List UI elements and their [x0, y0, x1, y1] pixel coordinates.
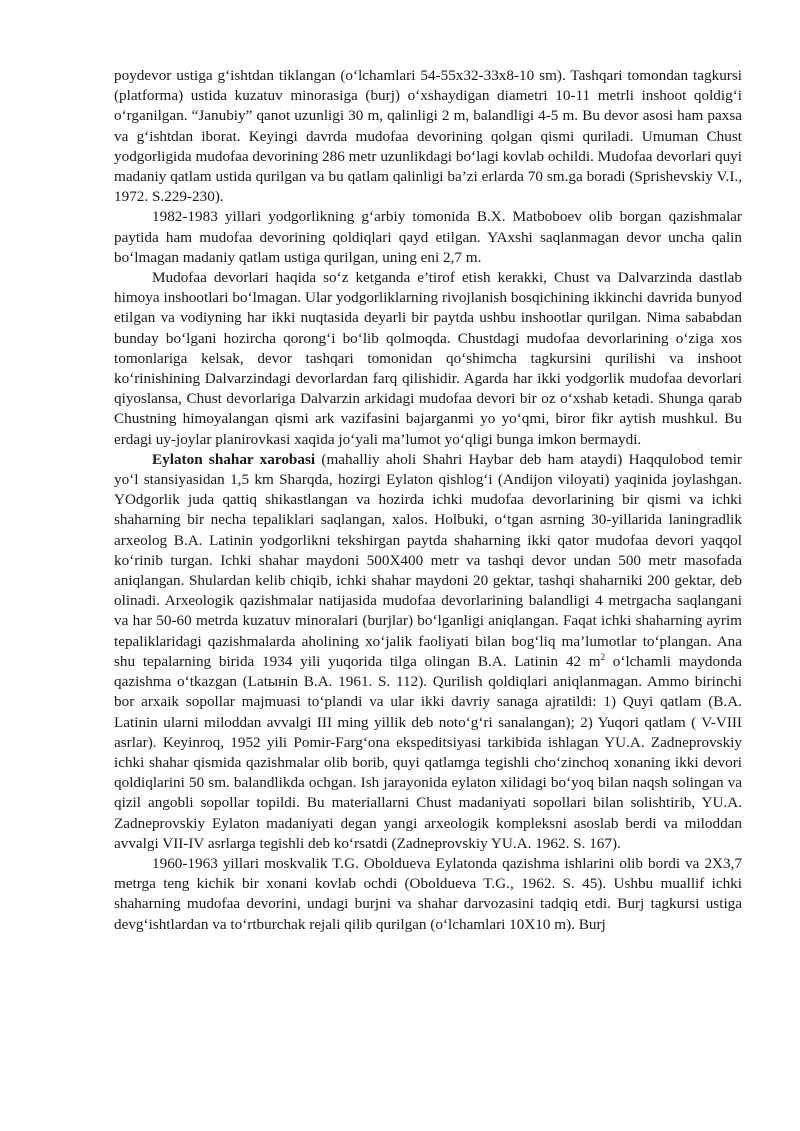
paragraph-3-text: Mudofaa devorlari haqida so‘z ketganda e’tirof etish kerakki, Chust va Dalvarzinda dastlab himoya inshootlari bo‘lmagan. Ular yodgorliklarning rivojlanish bosqichining ikkinchi davrida bunyod etilgan va vodiyning har ikki nuqtasida deyarli bir paytda ushbu inshootlar qurilgan. Nima sababdan bunday bo‘lgani hozircha qorong‘i bo‘lib qolmoqda. Chustdagi mudofaa devorlarining o‘ziga xos tomonlariga kelsak, devor tashqari tomonidan qo‘shimcha tagkursini qurilishi va inshoot ko‘rinishining Dalvarzindagi devorlardan farq qilishidir. Agarda har ikki yodgorlik mudofaa devorlari qiyoslansa, Chust devorlariga Dalvarzin arkidagi mudofaa devori bir oz o‘xshab ketadi. Shunga qarab Chustning himoyalangan qismi ark vazifasini bajarganmi yo yo‘qmi, biror fikr aytish mushkul. Bu erdagi uy-joylar planirovkasi xaqida jo‘yali ma’lumot yo‘qligi bunga imkon bermaydi. [114, 269, 742, 448]
paragraph-1-text: poydevor ustiga g‘ishtdan tiklangan (o‘lchamlari 54-55x32-33x8-10 sm). Tashqari tomondan tagkursi (platforma) ustida kuzatuv minorasiga (burj) o‘xshaydigan diametri 10-11 metrli inshoot qoldig‘i o‘rganilgan. “Janubiy” qanot uzunligi 30 m, qalinligi 2 m, balandligi 4-5 m. Bu devor asosi ham paxsa va g‘ishtdan iborat. Keyingi davrda mudofaa devorining qolgan qismi quriladi. Umuman Chust yodgorligida mudofaa devorining 286 metr uzunlikdagi bo‘lagi kovlab ochildi. Mudofaa devorlari quyi madaniy qatlam ustida qurilgan va bu qatlam qalinligi ba’zi erlarda 70 sm.ga boradi (Sprishevskiy V.I., 1972. S.229-230). [114, 67, 742, 206]
paragraph-1 [114, 66, 742, 207]
superscript-unit: 2 [600, 651, 606, 662]
paragraph-4 [114, 450, 742, 854]
paragraph-4-text: (mahalliy aholi Shahri Haybar deb ham ataydi) Haqqulobod temir yo‘l stansiyasidan 1,5 km Sharqda, hozirgi Eylaton qishlog‘i (Andijon viloyati) yaqinida joylashgan. YOdgorlik juda qattiq shikastlangan va hozirda ichki mudofaa devorlarining bir qismi va ichki shaharning bir necha tepaliklari saqlangan, xalos. Holbuki, o‘tgan asrning 30-yillarida laningradlik arxeolog B.A. Latinin yodgorlikni tekshirgan paytda shaharning ikki qator mudofaa devori yaqqol ko‘rinib turgan. Ichki shahar maydoni 500X400 metr va tashqi devor undan 500 metr masofada aniqlangan. Shulardan kelib chiqib, ichki shahar maydoni 20 gektar, tashqi shaharniki 200 gektar, deb olinadi. Arxeologik qazishmalar natijasida mudofaa devorlarining balandligi 4 metrgacha saqlangani va har 50-60 metrda kuzatuv minoralari (burjlar) bo‘lganligi aniqlangan. Faqat ichki shaharning ayrim tepaliklaridagi qazishmalarda aholining xo‘jalik faoliyati bilan bog‘liq ma’lumotlar to‘plangan. Ana shu tepalarning birida 1934 yili yuqorida tilga olingan B.A. Latinin 42 m [114, 450, 742, 670]
paragraph-4-text-continued: o‘lchamli maydonda qazishma o‘tkazgan (Latынin B.A. 1961. S. 112). Qurilish qoldiqlari aniqlanmagan. Ammo birinchi bor arxaik sopollar majmuasi to‘plandi va ular ikki davriy sanaga ajratildi: 1) Quyi qatlam (B.A. Latinin ularni miloddan avvalgi III ming yillik deb noto‘g‘ri sanalangan); 2) Yuqori qatlam ( V-VIII asrlar). Keyinroq, 1952 yili Pomir-Farg‘ona ekspeditsiyasi tarkibida ishlagan YU.A. Zadneprovskiy ichki shahar qismida qazishmalar olib borib, quyi qatlamga tegishli cho‘zinchoq xonaning ikki devori qoldiqlarini 50 sm. balandlikda ochgan. Ish jarayonida eylaton xilidagi bo‘yoq bilan naqsh solingan va qizil angobli sopollar topildi. Bu materiallarni Chust madaniyati sopollari bilan solishtirib, YU.A. Zadneprovskiy Eylaton madaniyati degan yangi arxeologik kompleksni asoslab berdi va miloddan avvalgi VII-IV asrlarga tegishli deb ko‘rsatdi (Zadneprovskiy YU.A. 1962. S. 167). [114, 652, 742, 852]
paragraph-5-text: 1960-1963 yillari moskvalik T.G. Oboldueva Eylatonda qazishma ishlarini olib bordi va 2X3,7 metrga teng kichik bir xonani kovlab ochdi (Oboldueva T.G., 1962. S. 45). Ushbu muallif ichki shaharning mudofaa devorini, undagi burjni va shahar darvozasini tadqiq etdi. Burj tagkursi ustiga devg‘ishtlardan va to‘rtburchak rejali qilib qurilgan (o‘lchamlari 10X10 m). Burj [114, 854, 742, 933]
paragraph-2 [114, 207, 742, 268]
paragraph-5 [114, 854, 742, 935]
paragraph-3 [114, 268, 742, 450]
paragraph-2-text: 1982-1983 yillari yodgorlikning g‘arbiy tomonida B.X. Matboboev olib borgan qazishmalar paytida ham mudofaa devorining qoldiqlari qayd etilgan. YAxshi saqlanmagan devor uncha qalin bo‘lmagan madaniy qatlam ustiga qurilgan, uning eni 2,7 m. [114, 208, 742, 266]
document-page [114, 66, 742, 935]
site-name-heading: Eylaton shahar xarobasi [152, 450, 316, 468]
